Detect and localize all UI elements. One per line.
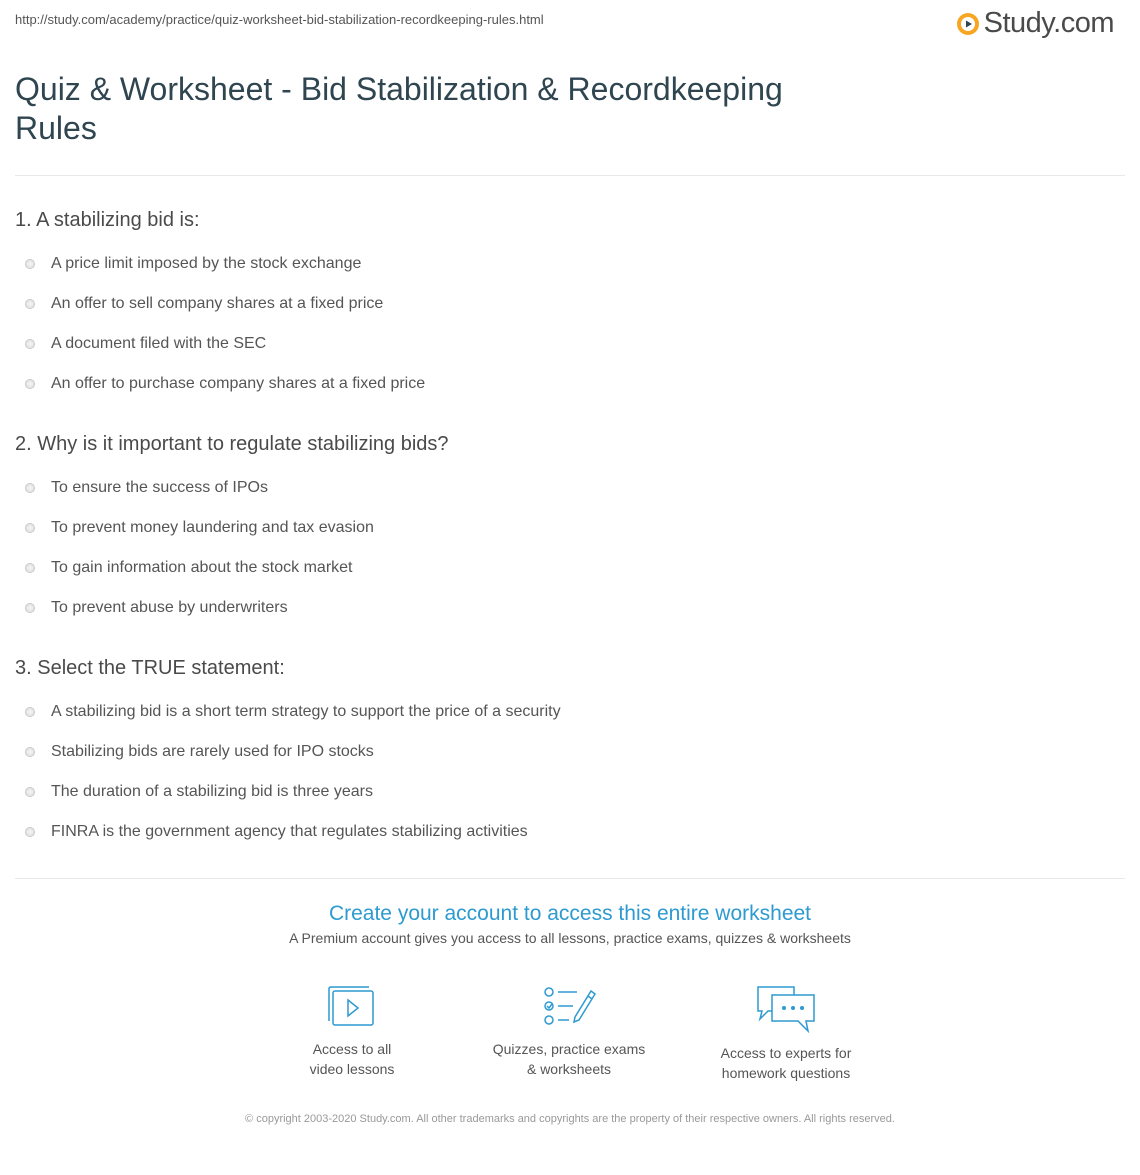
page-title: Quiz & Worksheet - Bid Stabilization & Recordkeeping Rules	[15, 71, 783, 146]
feature-label-line1: Quizzes, practice exams	[492, 1041, 646, 1057]
answer-option[interactable]	[15, 772, 1125, 812]
question-1	[15, 208, 1125, 404]
option-label: An offer to purchase company shares at a fixed price	[51, 375, 426, 392]
question-text: 2. Why is it important to regulate stabilizing bids?	[15, 433, 449, 455]
radio-button[interactable]	[25, 259, 35, 269]
answer-option[interactable]	[15, 468, 1125, 508]
copyright-footer: © copyright 2003-2020 Study.com. All other trademarks and copyrights are the property of their respective owners. All rights reserved.	[245, 1113, 895, 1125]
feature-label-line2: video lessons	[309, 1061, 395, 1077]
quiz-list-icon	[541, 983, 597, 1029]
radio-button[interactable]	[25, 563, 35, 573]
feature-label-line2: & worksheets	[526, 1061, 612, 1077]
feature-quizzes	[474, 983, 664, 1079]
option-label: Stabilizing bids are rarely used for IPO stocks	[51, 743, 374, 760]
question-text: 3. Select the TRUE statement:	[15, 657, 285, 679]
question-2	[15, 432, 1125, 628]
feature-label-line2: homework questions	[721, 1065, 851, 1081]
question-text: 1. A stabilizing bid is:	[15, 209, 200, 231]
answer-option[interactable]	[15, 812, 1125, 852]
chat-bubbles-icon	[754, 983, 818, 1033]
cta-subtitle: A Premium account gives you access to all lessons, practice exams, quizzes & worksheets	[289, 930, 851, 946]
question-3	[15, 656, 1125, 852]
answer-option[interactable]	[15, 692, 1125, 732]
option-label: A price limit imposed by the stock exchange	[51, 255, 362, 272]
answer-option[interactable]	[15, 324, 1125, 364]
divider	[15, 878, 1125, 879]
radio-button[interactable]	[25, 339, 35, 349]
signup-cta	[0, 900, 1140, 946]
option-label: An offer to sell company shares at a fixed price	[51, 295, 384, 312]
answer-option[interactable]	[15, 364, 1125, 404]
play-circle-icon	[956, 12, 980, 36]
logo-text: Study.com	[983, 7, 1114, 39]
video-lesson-icon	[325, 983, 379, 1029]
answer-option[interactable]	[15, 508, 1125, 548]
option-label: A stabilizing bid is a short term strategy to support the price of a security	[51, 703, 561, 720]
option-label: To ensure the success of IPOs	[51, 479, 268, 496]
radio-button[interactable]	[25, 603, 35, 613]
radio-button[interactable]	[25, 827, 35, 837]
answer-option[interactable]	[15, 732, 1125, 772]
option-label: The duration of a stabilizing bid is three years	[51, 783, 373, 800]
answer-option[interactable]	[15, 548, 1125, 588]
radio-button[interactable]	[25, 299, 35, 309]
radio-button[interactable]	[25, 523, 35, 533]
feature-label-line1: Access to all	[312, 1041, 392, 1057]
answer-option[interactable]	[15, 588, 1125, 628]
radio-button[interactable]	[25, 483, 35, 493]
page-url: http://study.com/academy/practice/quiz-worksheet-bid-stabilization-recordkeeping-rules.html	[15, 12, 544, 27]
radio-button[interactable]	[25, 787, 35, 797]
feature-video-lessons	[257, 983, 447, 1079]
radio-button[interactable]	[25, 379, 35, 389]
radio-button[interactable]	[25, 707, 35, 717]
answer-option[interactable]	[15, 244, 1125, 284]
study-logo[interactable]	[956, 7, 1114, 40]
feature-label-line1: Access to experts for	[720, 1045, 852, 1061]
option-label: A document filed with the SEC	[51, 335, 267, 352]
option-label: To gain information about the stock market	[51, 559, 353, 576]
answer-option[interactable]	[15, 284, 1125, 324]
option-label: To prevent money laundering and tax evasion	[51, 519, 374, 536]
cta-title-link[interactable]: Create your account to access this entire worksheet	[328, 902, 812, 925]
divider	[15, 175, 1125, 176]
radio-button[interactable]	[25, 747, 35, 757]
feature-experts	[691, 983, 881, 1083]
option-label: FINRA is the government agency that regulates stabilizing activities	[51, 823, 528, 840]
option-label: To prevent abuse by underwriters	[51, 599, 288, 616]
